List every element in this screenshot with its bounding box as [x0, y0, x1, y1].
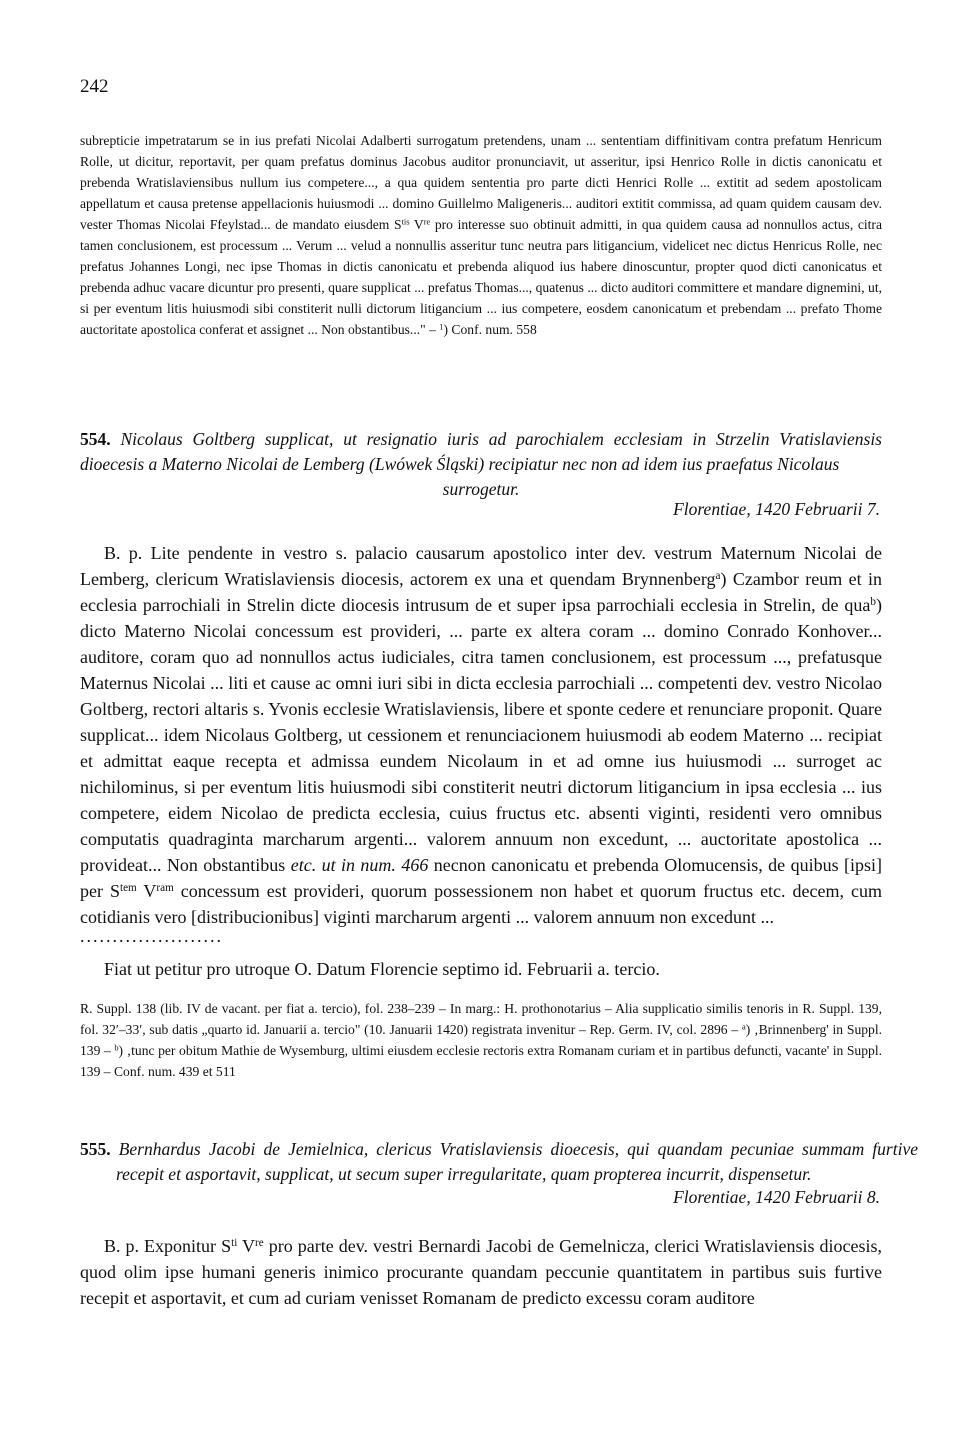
superscript: re [255, 1236, 264, 1249]
footnote-marker: 1 [439, 321, 444, 332]
note-text: ) ‚tunc per obitum Mathie de Wysemburg, ultimi eiusdem ecclesie rectoris extra Romanam curiam et in partibus defuncti, vacante' in Suppl. 139 – Conf. num. 439 et 511 [80, 1043, 883, 1079]
body-text: necnon canonicatu et prebenda Olomucensis, de quibus [ipsi] per S [80, 855, 882, 901]
fiat-line: Fiat ut petitur pro utroque O. Datum Florencie septimo id. Februarii a. tercio. [104, 959, 660, 979]
body-italic-text: etc. ut in num. 466 [290, 855, 429, 875]
note-text: ) ‚Brinnenberg' in Suppl. 139 – [80, 1022, 883, 1058]
footnote-marker: a [715, 569, 721, 582]
entry-heading-text: Nicolaus Goltberg supplicat, ut resignatio iuris ad parochialem ecclesiam in Strzelin Vratislaviensis dioecesis a Materno Nicolai de Lemberg (Lwówek Śląski) recipiatur nec non ad idem ius praefatus Nicolaus [80, 429, 882, 474]
carry-over-text: pro interesse suo obtinuit admitti, in qua quidem causa ad nonnullos actus, citra tamen conclusionem, est processum ... Verum ... velud a nonnullis asseritur tunc neutra pars litigancium, videlicet nec dictus Henricus Rolle, nec prefatus Johannes Longi, nec ipse Thomas in dictis canonicatu et prebenda aliquod ius habere dinoscuntur, propter quod dicti canonicatus et prebenda adhuc vacare dicuntur pro presenti, quare supplicat ... prefatus Thomas..., quatenus ... dicto auditori committere et mandare dignemini, ut, si per eventum litis huiusmodi sibi constiterit nulli dictorum litigancium ... ius competere, eosdem canonicatum et prebendam ... prefato Thome auctoritate apostolica conferat et assignet ... Non obstantibus..." – [80, 217, 882, 337]
entry-number: 555. [80, 1139, 111, 1159]
body-text: B. p. Exponitur S [104, 1236, 232, 1256]
entry-554-date: Florentiae, 1420 Februarii 7. [673, 499, 880, 519]
body-text: B. p. Lite pendente in vestro s. palacio causarum apostolico inter dev. vestrum Maternum Nicolai de Lemberg, clericum Wratislaviensis diocesis, actorem ex una et quendam Brynnenberg [80, 543, 882, 589]
entry-554-heading [80, 427, 882, 502]
superscript: tem [120, 881, 137, 894]
carry-over-text: ) Conf. num. 558 [443, 322, 537, 337]
entry-555-body [80, 1233, 882, 1311]
footnote-marker: b [870, 595, 876, 608]
superscript: ti [231, 1236, 238, 1249]
body-text: V [237, 1236, 255, 1256]
entry-heading-end: surrogetur. [442, 479, 520, 499]
carry-over-text: subrepticie impetratarum se in ius prefati Nicolai Adalberti surrogatum pretendens, unam ... sententiam diffinitivam contra prefatum Henricum Rolle, ut dicitur, reportavit, per quam prefatus dominus Jacobus auditor pronunciavit, ut asseritur, ipsi Henrico Rolle in dictis canonicatu et prebenda Wratislaviensibus nullum ius competere..., a qua quidem sententia pro parte dicti Henrici Rolle ... extitit ad sedem apostolicam appellatum et causa pretense appellacionis huiusmodi ... domino Guillelmo Maligeneris... auditori extitit commissa, ad quam quidem causam dev. vester Thomas Nicolai Ffeylstad... de mandato eiusdem S [80, 133, 882, 232]
footnote-marker: a [741, 1021, 746, 1032]
body-text: pro parte dev. vestri Bernardi Jacobi de Gemelnicza, clerici Wratislaviensis diocesis, quod olim ipse humani generis inimico procurante quandam peccunie quantitatem in partibus suis furtive recepit et asportavit, et cum ad curiam venisset Romanam de predicto excessu coram auditore [80, 1236, 882, 1308]
entry-number: 554. [80, 429, 111, 449]
entry-555-date: Florentiae, 1420 Februarii 8. [673, 1187, 880, 1207]
superscript: re [423, 216, 431, 227]
ellipsis-dots: ...................... [80, 926, 223, 946]
entry-554-body [80, 540, 882, 930]
superscript: tis [401, 216, 410, 227]
page-number: 242 [80, 76, 109, 97]
entry-heading-text: Bernhardus Jacobi de Jemielnica, clericus Vratislaviensis dioecesis, qui quandam pecuniae summam furtive recepit et asportavit, supplicat, ut secum super irregularitate, quam propterea incurrit, dispensetur. [116, 1139, 918, 1184]
body-text: ) dicto Materno Nicolai concessum est provideri, ... parte ex altera coram ... domino Conrado Konhover... auditore, coram quo ad nonnullos actus iudiciales, citra tamen conclusionem, est processum ..., prefatusque Maternus Nicolai ... liti et cause ac omni iuri sibi in dicta ecclesia parrochiali ... competenti dev. vestro Nicolao Goltberg, rectori altaris s. Yvonis ecclesie Wratislaviensis, libere et sponte cedere et renunciare proponit. Quare supplicat... idem Nicolaus Goltberg, ut cessionem et renunciacionem huiusmodi ab eodem Materno ... recipiat et admittat eaque recepta et admissa eundem Nicolaum in et ad omne ius huiusmodi ... surroget ac nichilominus, si per eventum litis huiusmodi sibi constiterit neutri dictorum litigancium in ipsa ecclesia ... ius competere, eidem Nicolao de predicta ecclesia, cuius fructus etc. absenti viginti, residenti vero omnibus computatis quadraginta marcharum argenti... valorem annuum non excedunt, ... auctoritate apostolica ... provideat... Non obstantibus [80, 595, 882, 875]
footnote-marker: b [114, 1042, 119, 1053]
carry-over-text: V [409, 217, 424, 232]
body-text: concessum est provideri, quorum possessionem non habet et quorum fructus etc. decem, cum cotidianis vero [distribucionibus] viginti marcharum argenti ... valorem annuum non excedunt ... [80, 881, 882, 927]
note-text: R. Suppl. 138 (lib. IV de vacant. per fiat a. tercio), fol. 238–239 – In marg.: H. prothonotarius – Alia supplicatio similis tenoris in R. Suppl. 139, fol. 32′–33′, sub datis „quarto id. Januarii a. tercio" (10. Januarii 1420) registrata invenitur – Rep. Germ. IV, col. 2896 – [80, 1001, 882, 1037]
entry-554-notes [80, 998, 882, 1082]
body-text: ) Czambor reum et in ecclesia parrochiali in Strelin dicte diocesis intrusum de et super ipsa parrochiali ecclesia in Strelin, de qua [80, 569, 882, 615]
body-text: V [136, 881, 157, 901]
superscript: ram [156, 881, 174, 894]
entry-555-heading [80, 1137, 918, 1187]
carry-over-paragraph [80, 130, 882, 340]
